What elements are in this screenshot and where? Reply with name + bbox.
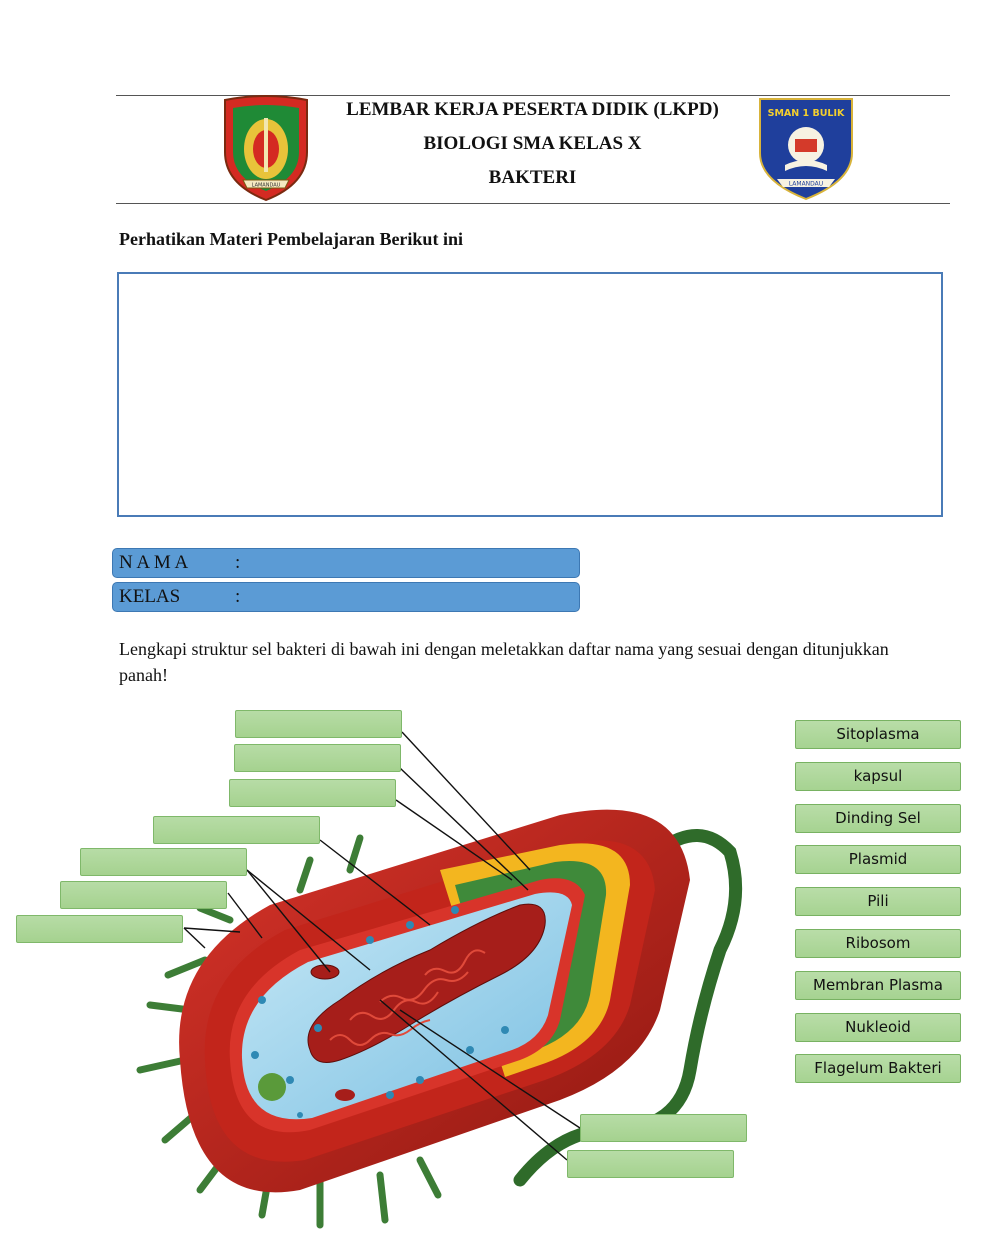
name-field[interactable] bbox=[112, 548, 580, 578]
school-emblem bbox=[757, 95, 855, 201]
word-tile-kapsul[interactable]: kapsul bbox=[795, 762, 961, 791]
material-content-frame[interactable] bbox=[117, 272, 943, 517]
svg-text:LAMANDAU: LAMANDAU bbox=[251, 182, 281, 189]
class-field[interactable] bbox=[112, 582, 580, 612]
word-tile-sitoplasma[interactable]: Sitoplasma bbox=[795, 720, 961, 749]
drop-box-4[interactable] bbox=[153, 816, 320, 844]
kabupaten-emblem bbox=[221, 94, 311, 202]
word-tile-membran-plasma[interactable]: Membran Plasma bbox=[795, 971, 961, 1000]
name-label: N A M A bbox=[119, 552, 189, 573]
drop-box-2[interactable] bbox=[234, 744, 401, 772]
drop-box-1[interactable] bbox=[235, 710, 402, 738]
drop-box-8[interactable] bbox=[580, 1114, 747, 1142]
plasmid bbox=[335, 1089, 355, 1101]
header-title: LEMBAR KERJA PESERTA DIDIK (LKPD) bbox=[346, 99, 719, 120]
word-tile-pili[interactable]: Pili bbox=[795, 887, 961, 916]
word-tile-dinding-sel[interactable]: Dinding Sel bbox=[795, 804, 961, 833]
inclusion-granule bbox=[258, 1073, 286, 1101]
school-emblem-name: SMAN 1 BULIK bbox=[767, 108, 845, 119]
drop-box-3[interactable] bbox=[229, 779, 396, 807]
name-separator: : bbox=[235, 552, 241, 573]
word-tile-plasmid[interactable]: Plasmid bbox=[795, 845, 961, 874]
drop-box-9[interactable] bbox=[567, 1150, 734, 1178]
drop-box-7[interactable] bbox=[16, 915, 183, 943]
header-topic: BAKTERI bbox=[488, 167, 577, 188]
drop-box-6[interactable] bbox=[60, 881, 227, 909]
instruction-text: Lengkapi struktur sel bakteri di bawah ini dengan meletakkan daftar nama yang sesuai dengan ditunjukkan panah! bbox=[119, 639, 889, 685]
school-emblem-location: LAMANDAU bbox=[788, 180, 824, 188]
class-separator: : bbox=[235, 586, 241, 607]
plasmid bbox=[311, 965, 339, 979]
word-tile-nukleoid[interactable]: Nukleoid bbox=[795, 1013, 961, 1042]
word-tile-ribosom[interactable]: Ribosom bbox=[795, 929, 961, 958]
header-subject: BIOLOGI SMA KELAS X bbox=[423, 133, 642, 154]
material-title: Perhatikan Materi Pembelajaran Berikut ini bbox=[119, 229, 463, 249]
class-label: KELAS bbox=[119, 586, 181, 607]
drop-box-5[interactable] bbox=[80, 848, 247, 876]
header-bottom-rule bbox=[116, 203, 950, 204]
word-tile-flagelum-bakteri[interactable]: Flagelum Bakteri bbox=[795, 1054, 961, 1083]
